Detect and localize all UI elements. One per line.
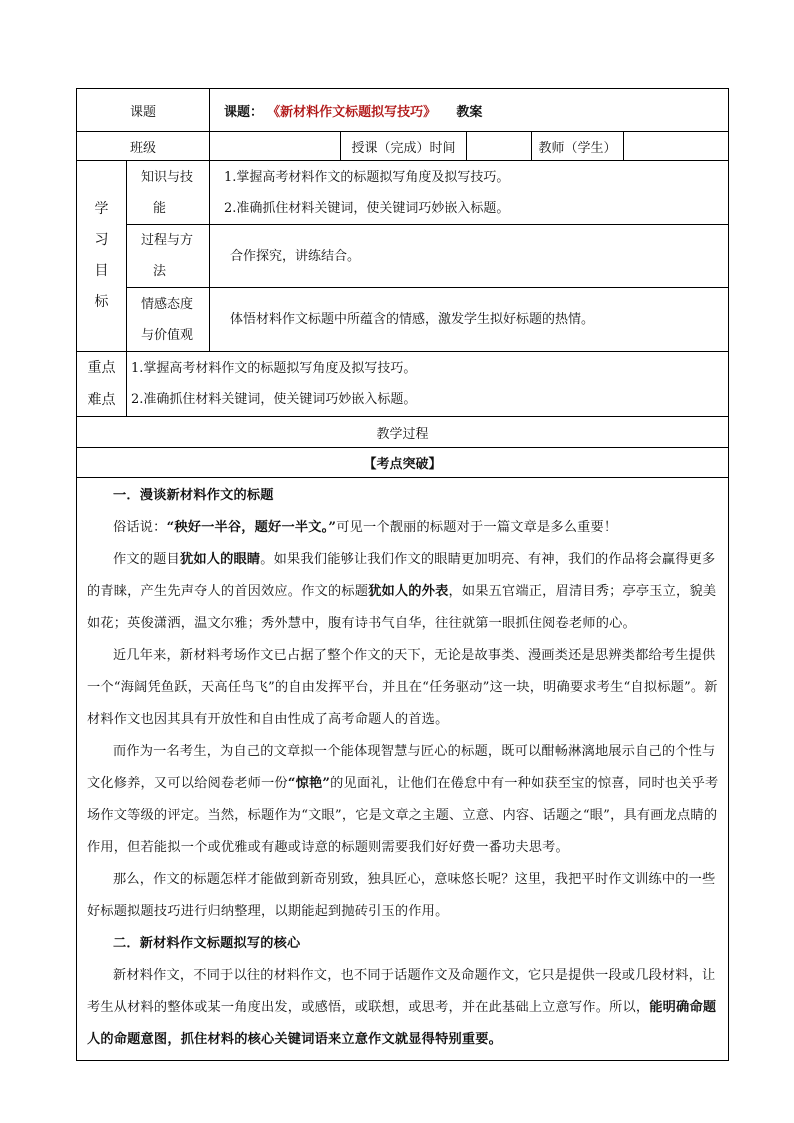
objective-label-process: 过程与方 法 (127, 225, 210, 288)
paragraph-2: 作文的题目犹如人的眼睛。如果我们能够让我们作文的眼睛更加明亮、有神，我们的作品将会赢得更多的青睐，产生先声夺人的首因效应。作文的标题犹如人的外表，如果五官端正，眉清目秀；亭亭玉立，貌美如花；英俊潇洒，温文尔雅；秀外慧中，腹有诗书气自华，往往就第一眼抓住阅卷老师的心。 (87, 552, 717, 631)
topic-cell (210, 89, 729, 132)
objective-items-emotion (210, 288, 729, 352)
key-point-item: 1.掌握高考材料作文的标题拟写角度及拟写技巧。 (131, 361, 417, 376)
paragraph-3: 近几年来，新材料考场作文已占据了整个作文的天下，无论是故事类、漫画类还是思辨类都给考生提供一个“海阔凭鱼跃，天高任鸟飞”的自由发挥平台，并且在“任务驱动”这一块，明确要求考生“自拟标题”。新材料作文也因其具有开放性和自由性成了高考命题人的首选。 (87, 648, 718, 727)
key-point-item: 2.准确抓住材料关键词，使关键词巧妙嵌入标题。 (131, 392, 417, 407)
time-value (467, 132, 532, 161)
objective-item: 合作探究，讲练结合。 (230, 248, 361, 264)
objective-items-knowledge (210, 161, 729, 225)
time-label: 授课（完成）时间 (341, 132, 467, 161)
class-label: 班级 (77, 132, 210, 161)
key-points-label: 重点 难点 (77, 352, 127, 417)
objective-item: 体悟材料作文标题中所蕴含的情感，激发学生拟好标题的热情。 (230, 312, 595, 327)
body-content (77, 478, 729, 1061)
objective-label-emotion: 情感态度 与价值观 (127, 288, 210, 352)
topic-prefix: 课题： (224, 104, 264, 120)
paragraph-6: 新材料作文，不同于以往的材料作文，也不同于话题作文及命题作文，它只是提供一段或几段材料，让考生从材料的整体或某一角度出发，或感悟，或联想，或思考，并在此基础上立意写作。所以，能明确命题人的命题意图，抓住材料的核心关键词语来立意作文就显得特别重要。 (87, 968, 717, 1047)
teacher-label: 教师（学生） (532, 132, 624, 161)
topic-title: 《新材料作文标题拟写技巧》 (267, 104, 437, 120)
paragraph-4: 而作为一名考生，为自己的文章拟一个能体现智慧与匠心的标题，既可以酣畅淋漓地展示自己的个性与文化修养，又可以给阅卷老师一份“惊艳”的见面礼，让他们在倦怠中有一种如获至宝的惊喜，同时也关乎考场作文等级的评定。当然，标题作为“文眼”，它是文章之主题、立意、内容、话题之“眼”，具有画龙点睛的作用，但若能拟一个或优雅或有趣或诗意的标题则需要我们好好费一番功夫思考。 (87, 744, 719, 855)
objective-label-knowledge: 知识与技 能 (127, 161, 210, 225)
section-label: 【考点突破】 (77, 448, 729, 478)
lesson-plan-table (76, 88, 729, 1061)
class-value (210, 132, 341, 161)
key-points-items (127, 352, 729, 417)
process-label: 教学过程 (77, 417, 729, 448)
objective-item: 1.掌握高考材料作文的标题拟写角度及拟写技巧。 (224, 169, 510, 185)
section-heading-2: 二．新材料作文标题拟写的核心 (113, 936, 301, 951)
paragraph-1: 俗话说：“秧好一半谷，题好一半文。”可见一个靓丽的标题对于一篇文章是多么重要！ (113, 520, 618, 535)
section-heading-1: 一．漫谈新材料作文的标题 (113, 488, 274, 503)
objective-item: 2.准确抓住材料关键词，使关键词巧妙嵌入标题。 (224, 200, 510, 216)
topic-label: 课题 (77, 89, 210, 132)
objectives-group-label: 学 习 目 标 (77, 161, 127, 352)
objective-items-process (210, 225, 729, 288)
paragraph-5: 那么，作文的标题怎样才能做到新奇别致，独具匠心，意味悠长呢？这里，我把平时作文训练中的一些好标题拟题技巧进行归纳整理，以期能起到抛砖引玉的作用。 (87, 872, 716, 919)
topic-suffix: 教案 (456, 104, 483, 120)
teacher-value (624, 132, 729, 161)
